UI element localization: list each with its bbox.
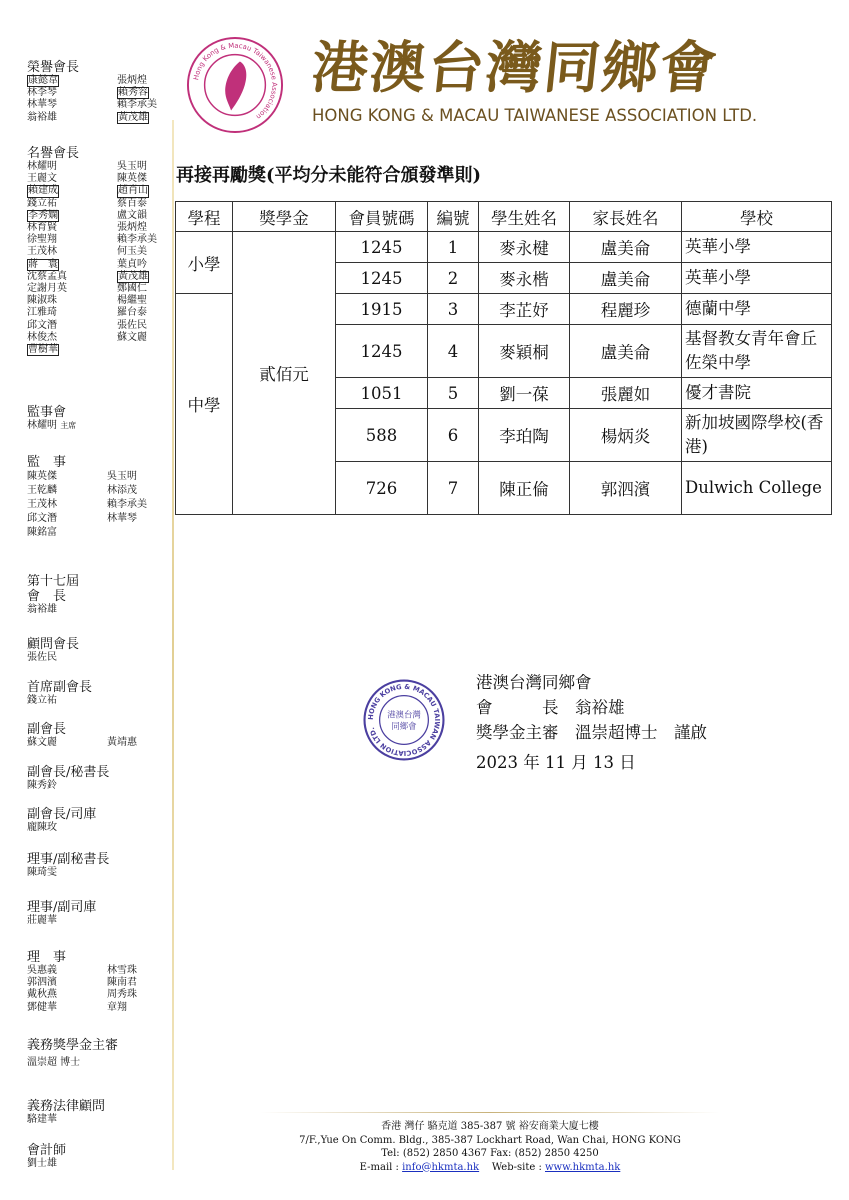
section-title: 義務法律顧問 [27, 1099, 106, 1114]
name: 黃靖惠 [107, 737, 137, 748]
name: 蔣 寰 [28, 258, 58, 270]
page-title: 再接再勵獎(平均分未能符合頒發準則) [176, 165, 482, 186]
name: 錢立祐 [27, 695, 57, 706]
contact-line [260, 1161, 720, 1175]
header-cell: 學生姓名 [479, 202, 570, 232]
name: 楊繼聖 [117, 295, 147, 307]
org-name-english: HONG KONG & MACAU TAIWANESE ASSOCIATION LTD. [312, 106, 758, 125]
member-cell: 726 [336, 462, 428, 515]
signature-block [476, 670, 707, 775]
name: 莊麗華 [27, 915, 57, 926]
name: 翁裕雄 [27, 111, 57, 123]
header-cell: 學校 [682, 202, 832, 232]
signature-org: 港澳台灣同鄉會 [476, 673, 592, 692]
parent-cell: 盧美侖 [570, 325, 682, 378]
name: 張佐民 [117, 319, 147, 331]
signature-president: 會 長 翁裕雄 [476, 698, 625, 717]
name: 張佐民 [27, 652, 57, 663]
name: 溫崇超 博士 [27, 1057, 81, 1068]
supervisors-list [27, 470, 169, 540]
advisor-section [27, 637, 169, 664]
name: 蘇文麗 [27, 737, 57, 748]
name: 賴李承美 [117, 99, 157, 111]
name: 葉貞吟 [117, 258, 147, 270]
number-cell: 4 [428, 325, 479, 378]
member-cell: 1915 [336, 294, 428, 325]
vp-treasurer-section [27, 807, 169, 834]
school-cell: Dulwich College [682, 462, 832, 515]
name: 王茂林 [27, 246, 57, 258]
header-cell: 獎學金 [233, 202, 336, 232]
seal-text-top: 港澳台灣 [387, 709, 421, 720]
section-title: 副會長 [27, 722, 67, 737]
name: 翁裕雄 [27, 604, 57, 615]
name: 林華琴 [107, 513, 137, 524]
header-cell: 學程 [176, 202, 233, 232]
member-cell: 1245 [336, 263, 428, 294]
name: 趙肖山 [118, 185, 148, 197]
student-cell: 劉一葆 [479, 378, 570, 409]
supervisors-section [27, 455, 169, 540]
name: 陳英傑 [117, 173, 147, 185]
level-cell: 小學 [176, 232, 233, 294]
member-cell: 1245 [336, 325, 428, 378]
scholarship-reviewer-section [27, 1038, 169, 1069]
student-cell: 麥穎桐 [479, 325, 570, 378]
sidebar [0, 0, 172, 1200]
name: 駱建華 [27, 1114, 57, 1125]
section-title: 監事會 [27, 405, 67, 420]
name: 徐聖翔 [27, 234, 57, 246]
member-cell: 1051 [336, 378, 428, 409]
directors-section [27, 950, 169, 1014]
note: 主席 [60, 421, 77, 430]
svg-text:HONG KONG & MACAU TAIWAN ASSOC: HONG KONG & MACAU TAIWAN ASSOCIATION LTD. [366, 682, 442, 758]
sidebar-divider [172, 120, 174, 1170]
org-name-chinese: 港澳台灣同鄉會 [308, 35, 722, 101]
seal-text-bottom: 同鄉會 [391, 721, 417, 732]
directors-list [27, 965, 169, 1014]
signature-reviewer: 獎學金主審 溫崇超博士 謹啟 [476, 723, 707, 742]
honorary-presidents-list [27, 75, 169, 124]
vp-section [27, 722, 169, 749]
name: 王茂林 [27, 499, 57, 510]
vp-secretary-section [27, 765, 169, 792]
number-cell: 7 [428, 462, 479, 515]
web-label: Web-site : [491, 1161, 545, 1173]
name: 李秀嫻 [28, 209, 58, 221]
name: 林雪珠 [107, 965, 137, 976]
name: 林添茂 [107, 485, 137, 496]
school-cell: 新加坡國際學校(香港) [682, 409, 832, 462]
name: 龐陳玫 [27, 822, 57, 833]
student-cell: 李珀陶 [479, 409, 570, 462]
name: 蔡百泰 [117, 197, 147, 209]
supervisory-board-section [27, 405, 169, 432]
signature-date: 2023 年 11 月 13 日 [476, 753, 636, 772]
president-section [27, 574, 169, 616]
legal-advisor-section [27, 1099, 169, 1126]
name: 吳玉明 [117, 161, 147, 172]
footer-divider [260, 1112, 720, 1113]
number-cell: 2 [428, 263, 479, 294]
section-title: 第十七屆 [27, 574, 80, 589]
name: 賴秀容 [118, 87, 148, 99]
name: 盧文韻 [117, 209, 147, 221]
name: 江雅琦 [27, 307, 57, 319]
section-title: 監 事 [27, 455, 67, 470]
name: 陳英傑 [27, 471, 57, 482]
name: 康懿韋 [28, 75, 58, 86]
accountant-section [27, 1143, 169, 1170]
member-cell: 1245 [336, 232, 428, 263]
name: 黃茂雄 [118, 111, 148, 123]
name: 周秀珠 [107, 989, 137, 1001]
name: 張炳煌 [117, 222, 147, 234]
name: 林育賢 [27, 222, 57, 234]
name: 張炳煌 [117, 75, 147, 86]
name: 賴建成 [28, 185, 58, 197]
section-title: 榮譽會長 [27, 60, 80, 75]
name: 鄧健華 [27, 1001, 57, 1013]
website-link[interactable]: www.hkmta.hk [545, 1161, 621, 1173]
honorary-chairs-section [27, 146, 169, 356]
name: 邱文潛 [27, 513, 57, 524]
honorary-presidents-section [27, 60, 169, 124]
name: 吳玉明 [107, 471, 137, 482]
name: 邱文潛 [27, 319, 57, 331]
name: 劉士雄 [27, 1158, 57, 1169]
name: 何玉美 [117, 246, 147, 258]
director-deputy-secretary-section [27, 852, 169, 879]
school-cell: 英華小學 [682, 232, 832, 263]
number-cell: 1 [428, 232, 479, 263]
number-cell: 3 [428, 294, 479, 325]
name: 陳銘富 [27, 527, 57, 538]
name: 沈蔡孟真 [27, 270, 67, 282]
name: 郭泗濱 [27, 977, 57, 989]
name: 林李琴 [27, 87, 57, 99]
section-title: 理事/副秘書長 [27, 852, 110, 867]
name: 曹樹華 [28, 344, 58, 356]
number-cell: 6 [428, 409, 479, 462]
address-chinese: 香港 灣仔 駱克道 385-387 號 裕安商業大廈七樓 [381, 1121, 599, 1132]
association-seal-icon [362, 678, 446, 762]
address-english: 7/F.,Yue On Comm. Bldg., 385-387 Lockhart Road, Wan Chai, HONG KONG [299, 1134, 681, 1146]
name: 鄭國仁 [117, 283, 147, 295]
name: 賴李承美 [107, 499, 147, 510]
section-title: 副會長/司庫 [27, 807, 97, 822]
table-row [176, 232, 832, 263]
header-cell: 會員號碼 [336, 202, 428, 232]
name: 章翔 [107, 1001, 127, 1013]
section-title: 名譽會長 [27, 146, 80, 161]
name [107, 526, 169, 540]
level-cell: 中學 [176, 294, 233, 515]
student-cell: 陳正倫 [479, 462, 570, 515]
honorary-chairs-list [27, 161, 169, 356]
section-title: 會計師 [27, 1143, 67, 1158]
school-cell: 英華小學 [682, 263, 832, 294]
name: 戴秋燕 [27, 989, 57, 1001]
parent-cell: 郭泗濱 [570, 462, 682, 515]
table-header-row [176, 202, 832, 232]
name: 林華琴 [27, 99, 57, 111]
parent-cell: 程麗珍 [570, 294, 682, 325]
school-cell: 德蘭中學 [682, 294, 832, 325]
section-title: 首席副會長 [27, 680, 93, 695]
award-cell: 貳佰元 [233, 232, 336, 515]
name: 王乾麟 [27, 485, 57, 496]
section-title: 會 長 [27, 589, 67, 604]
footer [260, 1120, 720, 1174]
svg-text:Hong Kong & Macau Taiwanese As: Hong Kong & Macau Taiwanese Association [192, 41, 279, 121]
email-label: E-mail : [359, 1161, 403, 1173]
section-title: 顧問會長 [27, 637, 80, 652]
member-cell: 588 [336, 409, 428, 462]
scholarship-table [175, 201, 832, 515]
name: 蘇文麗 [117, 331, 147, 343]
section-title: 理事/副司庫 [27, 900, 97, 915]
section-title: 副會長/秘書長 [27, 765, 110, 780]
association-logo-icon [186, 36, 284, 134]
header-cell: 家長姓名 [570, 202, 682, 232]
tel-fax: Tel: (852) 2850 4367 Fax: (852) 2850 4250 [381, 1148, 599, 1159]
director-deputy-treasurer-section [27, 900, 169, 927]
student-cell: 麥永楗 [479, 232, 570, 263]
name: 陳淑珠 [27, 295, 57, 307]
name: 羅台泰 [117, 307, 147, 319]
name: 林俊杰 [27, 331, 57, 343]
header-cell: 編號 [428, 202, 479, 232]
name: 陳琦雯 [27, 867, 57, 878]
name: 王麗文 [27, 173, 57, 185]
name: 林耀明 [27, 420, 57, 431]
name: 林耀明 [27, 161, 57, 172]
parent-cell: 盧美侖 [570, 232, 682, 263]
name: 陳秀鈴 [27, 780, 57, 791]
parent-cell: 張麗如 [570, 378, 682, 409]
name: 陳南君 [107, 977, 137, 989]
email-link[interactable]: info@hkmta.hk [402, 1161, 480, 1173]
student-cell: 麥永楷 [479, 263, 570, 294]
parent-cell: 盧美侖 [570, 263, 682, 294]
name: 賴李承美 [117, 234, 157, 246]
student-cell: 李芷妤 [479, 294, 570, 325]
section-title: 義務獎學金主審 [27, 1038, 119, 1053]
name: 錢立祐 [27, 197, 57, 209]
name: 黃茂雄 [118, 270, 148, 282]
name [117, 344, 169, 356]
section-title: 理 事 [27, 950, 67, 965]
name: 定謝月英 [27, 283, 67, 295]
school-cell: 基督教女青年會丘佐榮中學 [682, 325, 832, 378]
number-cell: 5 [428, 378, 479, 409]
school-cell: 優才書院 [682, 378, 832, 409]
senior-vp-section [27, 680, 169, 707]
name: 吳惠義 [27, 965, 57, 976]
parent-cell: 楊炳炎 [570, 409, 682, 462]
